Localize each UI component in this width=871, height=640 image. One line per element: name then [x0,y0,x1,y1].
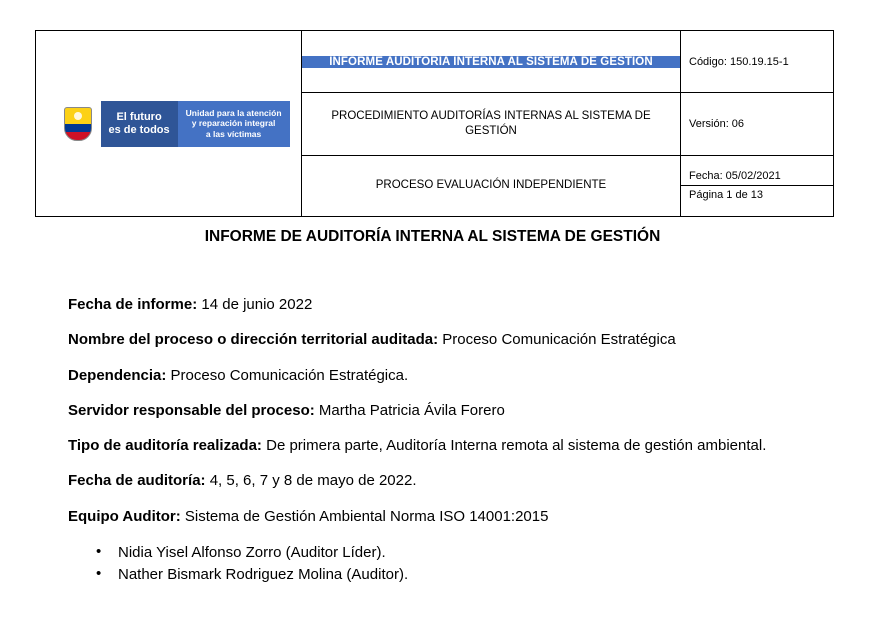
field-value: 4, 5, 6, 7 y 8 de mayo de 2022. [205,472,417,490]
list-item: • Nather Bismark Rodriguez Molina (Auditor). [118,564,796,586]
logo-slogan-line1: El futuro [116,110,162,123]
document-header-table [35,30,834,217]
logo-entity-line2: y reparación integral [191,118,276,129]
field-label: Fecha de informe: [68,296,198,313]
header-banner-title: INFORME AUDITORIA INTERNA AL SISTEMA DE GESTION [302,56,680,68]
field-fecha-informe [68,295,796,315]
logo-slogan-line2: es de todos [108,123,170,136]
header-title-cell-3 [302,155,681,216]
field-value: Martha Patricia Ávila Forero [314,401,505,419]
field-dependencia [68,366,796,386]
field-value: 14 de junio 2022 [197,296,313,313]
list-item: • Nidia Yisel Alfonso Zorro (Auditor Líder). [118,542,796,564]
header-row-1 [36,31,834,93]
field-value: Sistema de Gestión Ambiental Norma ISO 14001:2015 [180,507,549,525]
header-meta-cell-date-page [681,155,834,216]
document-date: Fecha: 05/02/2021 [681,167,833,186]
header-meta-cell-code [681,31,834,93]
field-fecha-auditoria [68,471,796,491]
process-title: PROCESO EVALUACIÓN INDEPENDIENTE [375,179,607,192]
audit-team-list [68,542,796,586]
field-label: Fecha de auditoría: [68,472,206,490]
field-equipo-auditor [68,507,796,527]
logo-entity-line1: Unidad para la atención [185,107,282,118]
document-version: Versión: 06 [689,117,745,130]
field-value: De primera parte, Auditoría Interna remota al sistema de gestión ambiental. [261,437,767,454]
document-body [68,295,796,585]
field-tipo-auditoria [68,436,796,456]
header-title-cell-1 [302,31,681,93]
field-label: Servidor responsable del proceso: [68,401,315,419]
entity-logo [55,101,283,147]
field-label: Tipo de auditoría realizada: [68,437,262,454]
page-title: INFORME DE AUDITORÍA INTERNA AL SISTEMA DE GESTIÓN [204,228,661,245]
field-value: Proceso Comunicación Estratégica [438,331,676,349]
colombia-shield-icon [55,101,101,147]
field-label: Nombre del proceso o dirección territorial auditada: [68,331,439,349]
logo-entity-name [178,101,290,147]
field-label: Equipo Auditor: [68,507,181,525]
field-nombre-proceso [68,330,796,350]
field-servidor-responsable [68,401,796,421]
header-meta-cell-version [681,93,834,155]
document-page-number: Página 1 de 13 [689,189,764,202]
header-title-cell-2 [302,93,681,155]
logo-cell [36,31,302,217]
logo-entity-line3: a las víctimas [205,128,262,139]
field-value: Proceso Comunicación Estratégica. [166,366,409,384]
logo-slogan [101,101,178,147]
document-code: Código: 150.19.15-1 [689,55,789,68]
field-label: Dependencia: [68,366,167,384]
procedure-title: PROCEDIMIENTO AUDITORÍAS INTERNAS AL SISTEMA DE GESTIÓN [331,110,651,137]
